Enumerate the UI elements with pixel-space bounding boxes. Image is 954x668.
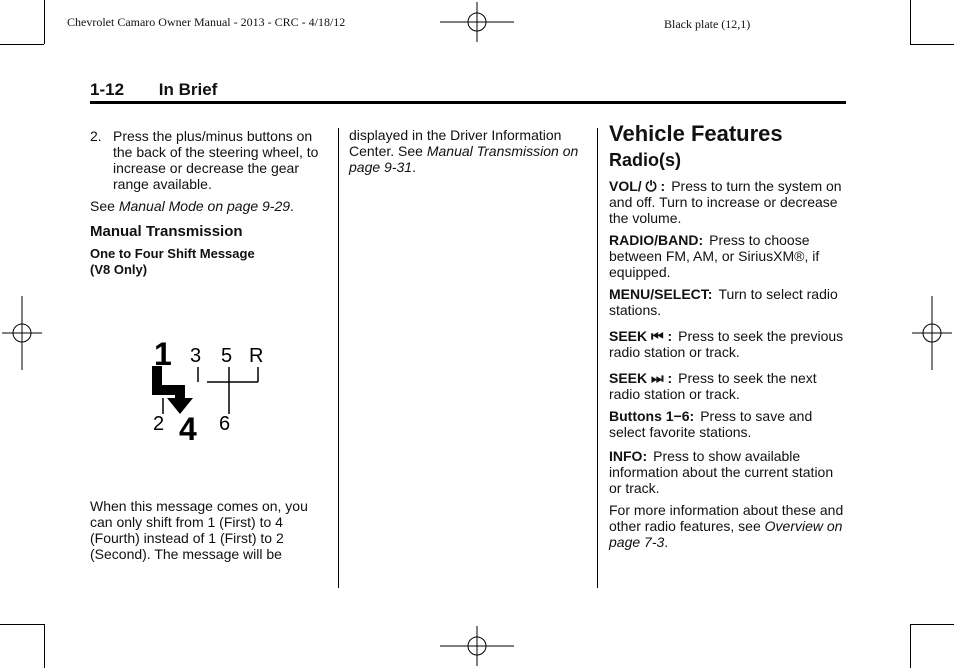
radio-item-label: MENU/SELECT:	[609, 286, 713, 302]
radio-item-text: Press to seek the next radio station or track.	[609, 370, 817, 402]
shift-message-text: When this message comes on, you can only shift from 1 (First) to 4 (Fourth) instead of 1 (First) to 2 (Second). The message will be	[90, 498, 308, 562]
more-info-prefix: For more information about these and other radio features, see	[609, 502, 844, 534]
crop-mark	[0, 44, 44, 45]
radio-item-text: Press to turn the system on and off. Turn to increase or decrease the volume.	[609, 178, 842, 226]
shift-message-heading-line1: One to Four Shift Message	[90, 246, 255, 261]
registration-mark-bottom	[440, 626, 514, 666]
radio-item-label: RADIO/BAND:	[609, 232, 704, 248]
radio-item-text: Press to save and select favorite stations.	[609, 408, 813, 440]
radio-item-text: Turn to select radio stations.	[609, 286, 838, 318]
radio-item-label: SEEK ⏮ :	[609, 328, 673, 344]
column-1	[90, 128, 330, 278]
continued-text	[349, 127, 589, 175]
section-heading	[90, 80, 217, 100]
radio-item-text: Press to seek the previous radio station or track.	[609, 328, 844, 360]
gear-label-5: 5	[221, 345, 233, 367]
running-header-right: Black plate (12,1)	[664, 17, 751, 31]
column-2	[349, 127, 589, 181]
gear-label-r: R	[249, 345, 264, 367]
crop-mark	[910, 44, 954, 45]
radio-item-info	[609, 448, 847, 496]
see-suffix: .	[290, 198, 294, 214]
shift-message-heading-line2: (V8 Only)	[90, 262, 148, 277]
step-number: 2.	[90, 128, 102, 144]
gear-label-6: 6	[219, 413, 231, 435]
crop-mark	[910, 0, 911, 44]
vehicle-features-title: Vehicle Features	[609, 121, 783, 146]
gear-label-3: 3	[190, 345, 202, 367]
radio-item-menu	[609, 286, 847, 318]
continued-suffix: .	[412, 159, 416, 175]
see-link[interactable]: Manual Mode on page 9-29	[118, 198, 291, 214]
radio-item-seek-back	[609, 328, 847, 360]
crop-mark	[44, 0, 45, 44]
manual-transmission-link[interactable]: Manual Transmission on page 9-31	[349, 143, 579, 175]
radio-item-label: VOL/ ⏻ :	[609, 178, 666, 194]
section-rule	[90, 101, 846, 104]
crop-mark	[44, 624, 45, 668]
radio-item-text: Press to choose between FM, AM, or SiriusXM®, if equipped.	[609, 232, 820, 280]
radio-item-label: Buttons 1−6:	[609, 408, 695, 424]
column-3	[609, 121, 847, 556]
registration-mark-right	[912, 296, 952, 370]
radios-subtitle: Radio(s)	[609, 150, 681, 170]
radio-item-vol	[609, 178, 847, 226]
radio-item-label: INFO:	[609, 448, 648, 464]
gear-label-2: 2	[153, 413, 165, 435]
registration-mark-left	[2, 296, 42, 370]
running-header-left: Chevrolet Camaro Owner Manual - 2013 - CRC - 4/18/12	[67, 15, 346, 29]
radio-item-seek-forward	[609, 370, 847, 402]
column-divider	[597, 128, 598, 588]
gear-label-1: 1	[154, 338, 172, 372]
column-divider	[338, 128, 339, 588]
section-title: In Brief	[158, 80, 218, 99]
crop-mark	[910, 624, 954, 625]
radio-item-label: SEEK ⏭ :	[609, 370, 673, 386]
more-info-text	[609, 502, 847, 550]
crop-mark	[910, 624, 911, 668]
step-text: Press the plus/minus buttons on the back of the steering wheel, to increase or decrease the gear range available.	[113, 128, 319, 192]
shift-indicator-graphic	[150, 338, 270, 442]
see-reference	[90, 198, 330, 214]
more-info-suffix: .	[664, 534, 669, 550]
crop-mark	[0, 624, 44, 625]
radio-item-band	[609, 232, 847, 280]
continued-prefix: displayed in the Driver Information Center. See	[349, 127, 562, 159]
radio-item-text: Press to show available information about the current station or track.	[609, 448, 834, 496]
gear-label-4: 4	[179, 411, 197, 442]
radio-item-presets	[609, 408, 847, 440]
manual-transmission-heading: Manual Transmission	[90, 223, 243, 240]
step-item	[90, 128, 330, 192]
see-prefix: See	[90, 198, 119, 214]
overview-link[interactable]: Overview on page 7-3	[609, 518, 843, 550]
section-number: 1-12	[90, 80, 125, 99]
registration-mark-top	[440, 2, 514, 42]
